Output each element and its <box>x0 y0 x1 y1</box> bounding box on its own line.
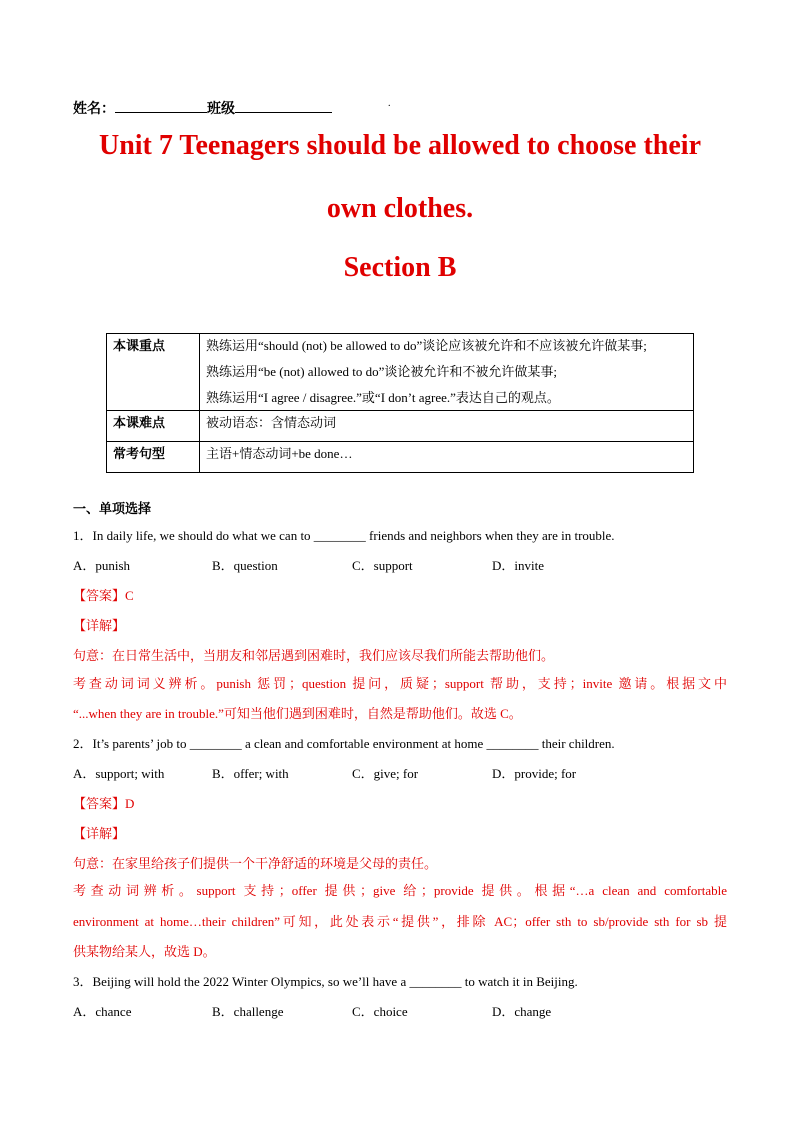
option: A．chance <box>73 1004 132 1019</box>
question-options <box>73 1001 551 1020</box>
explanation-line: 句意：在家里给孩子们提供一个干净舒适的环境是父母的责任。 <box>73 856 438 871</box>
table-line: 被动语态：含情态动词 <box>206 415 337 430</box>
title-line-2: own clothes. <box>326 193 474 224</box>
title-section: Section B <box>343 252 457 283</box>
name-blank <box>115 99 207 113</box>
option: B．offer; with <box>212 766 289 781</box>
option: D．invite <box>492 558 544 573</box>
option: A．punish <box>73 558 131 573</box>
explanation-line: 考查动词辨析。support 支持；offer 提供；give 给；provide 提供。根据“…a clean and comfortable <box>73 883 727 898</box>
table-label: 常考句型 <box>107 442 200 473</box>
option: A．support; with <box>73 766 165 781</box>
explanation-line: environment at home…their children”可知，此处表示“提供”，排除 AC；offer sth to sb/provide sth for sb 提 <box>73 914 727 929</box>
table-content <box>200 411 694 442</box>
table-content <box>200 442 694 473</box>
option: D．provide; for <box>492 766 577 781</box>
option: C．give; for <box>352 766 419 781</box>
question-stem: 3．Beijing will hold the 2022 Winter Olympics, so we’ll have a ________ to watch it in Beijing. <box>73 974 578 989</box>
option: C．choice <box>352 1004 408 1019</box>
class-label: 班级 <box>207 102 235 117</box>
detail-label: 【详解】 <box>73 826 126 841</box>
explanation-line: “...when they are in trouble.”可知当他们遇到困难时，自然是帮助他们。故选 C。 <box>73 706 522 721</box>
table-row-sentence-pattern <box>107 442 694 473</box>
stray-dot: . <box>388 98 391 109</box>
title-line-1: Unit 7 Teenagers should be allowed to choose their <box>98 130 702 161</box>
answer: 【答案】D <box>73 796 135 811</box>
explanation-line: 供某物给某人，故选 D。 <box>73 944 216 959</box>
detail-label: 【详解】 <box>73 618 126 633</box>
table-label: 本课重点 <box>107 334 200 411</box>
question-stem: 2．It’s parents’ job to ________ a clean and comfortable environment at home ________ their children. <box>73 736 615 751</box>
table-row-difficulty <box>107 411 694 442</box>
table-label: 本课难点 <box>107 411 200 442</box>
table-row-key-points <box>107 334 694 411</box>
option: C．support <box>352 558 413 573</box>
option: B．question <box>212 558 278 573</box>
option: B．challenge <box>212 1004 284 1019</box>
explanation-line: 考查动词词义辨析。punish 惩罚；question 提问，质疑；support 帮助，支持；invite 邀请。根据文中 <box>73 676 727 691</box>
table-line: 熟练运用“should (not) be allowed to do”谈论应该被允许和不应该被允许做某事; <box>206 338 647 353</box>
answer: 【答案】C <box>73 588 134 603</box>
section-heading: 一、单项选择 <box>73 501 152 516</box>
student-info-line <box>73 98 332 118</box>
explanation-line: 句意：在日常生活中，当朋友和邻居遇到困难时，我们应该尽我们所能去帮助他们。 <box>73 648 555 663</box>
table-content <box>200 334 694 411</box>
question-stem: 1．In daily life, we should do what we can to ________ friends and neighbors when they are in trouble. <box>73 528 615 543</box>
table-line: 熟练运用“I agree / disagree.”或“I don’t agree.”表达自己的观点。 <box>206 390 560 405</box>
option: D．change <box>492 1004 552 1019</box>
name-label: 姓名： <box>73 102 115 117</box>
lesson-focus-table <box>106 333 694 473</box>
question-options <box>73 555 544 574</box>
table-line: 主语+情态动词+be done… <box>206 446 353 461</box>
class-blank <box>235 99 332 113</box>
table-line: 熟练运用“be (not) allowed to do”谈论被允许和不被允许做某事; <box>206 364 557 379</box>
question-options <box>73 763 576 782</box>
